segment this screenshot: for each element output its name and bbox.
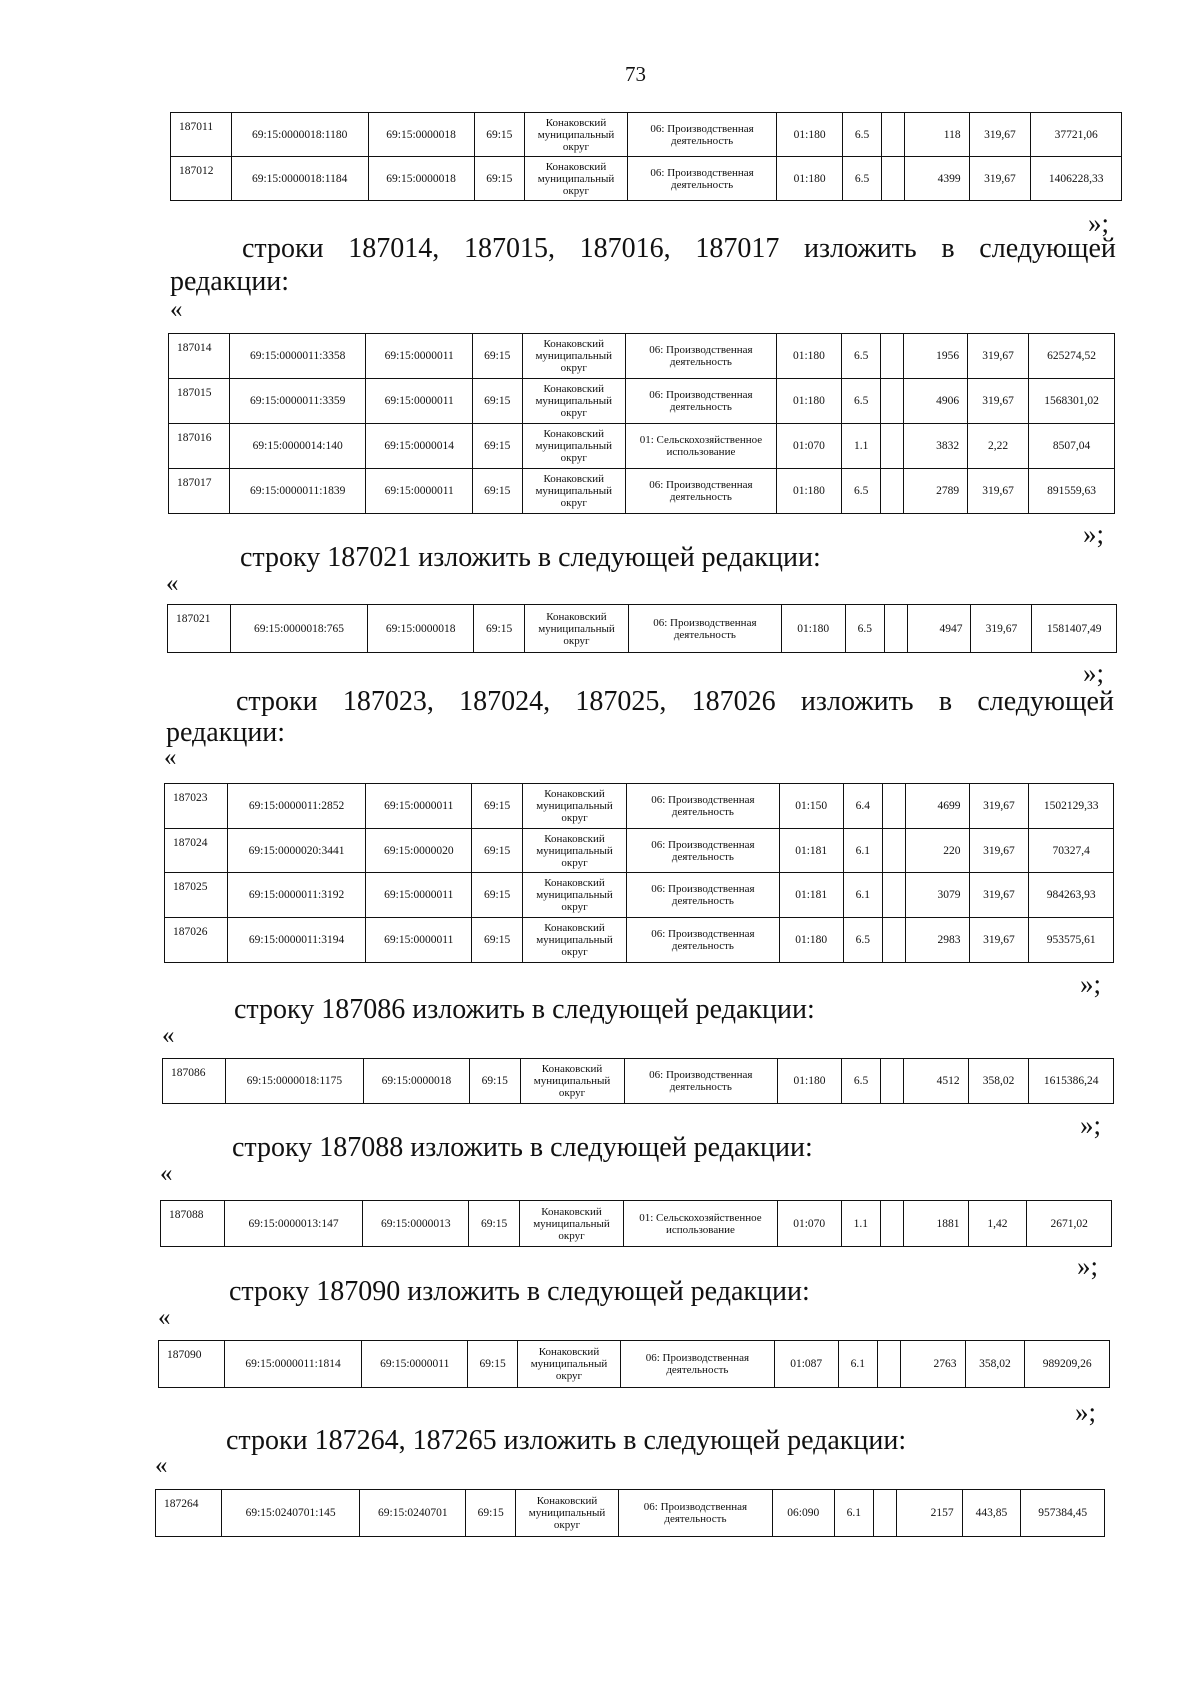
cadastral-value: 1502129,33 [1029,784,1114,829]
group-code: 01:181 [779,873,843,918]
cadastral-block: 69:15:0000011 [366,873,472,918]
row-id: 187264 [156,1490,222,1537]
cadastral-value: 1406228,33 [1031,157,1122,201]
cadastral-district: 69:15 [472,829,523,873]
use-group: 1.1 [841,1201,880,1247]
cadastral-value: 1615386,24 [1029,1059,1114,1104]
cadastral-block: 69:15:0000013 [363,1201,469,1247]
use-group: 6.5 [841,1059,880,1104]
group-code: 01:087 [774,1341,838,1388]
cadastral-district: 69:15 [474,605,525,653]
cadastral-value: 891559,63 [1029,469,1115,514]
activity-type: 06: Производственная деятельность [627,784,780,829]
use-group: 6.5 [845,605,884,653]
open-quote: « [170,296,183,323]
group-code: 01:180 [781,605,845,653]
close-quote: »; [1083,658,1105,688]
instruction-word: 187016, [579,233,671,264]
use-group: 6.5 [843,918,882,963]
empty-cell [884,605,907,653]
cadastral-value: 2671,02 [1027,1201,1112,1247]
instruction-word: 187026 [691,686,776,717]
activity-type: 06: Производственная деятельность [627,873,780,918]
group-code: 01:180 [779,918,843,963]
cadastral-district: 69:15 [472,918,523,963]
cadastral-block: 69:15:0000020 [366,829,472,873]
specific-value: 2,22 [968,424,1029,469]
cadastral-number: 69:15:0000011:1839 [229,469,365,514]
cadastral-district: 69:15 [469,1201,520,1247]
close-quote: »; [1075,1397,1097,1427]
instruction-2-continued: редакции: [170,266,290,297]
instruction-word: 187017 [695,233,780,264]
cadastral-number: 69:15:0000013:147 [224,1201,362,1247]
municipality: Конаковский муниципальный округ [522,829,626,873]
cadastral-district: 69:15 [466,1490,516,1537]
instruction-4-continued: редакции: [166,717,286,748]
cadastral-value: 984263,93 [1029,873,1114,918]
instruction-word: 187014, [348,233,440,264]
amendment-table-7 [158,1340,1110,1388]
group-code: 01:180 [776,334,841,379]
cadastral-district: 69:15 [474,157,524,201]
activity-type: 06: Производственная деятельность [625,469,776,514]
open-quote: « [155,1452,168,1479]
row-id: 187024 [165,829,228,873]
amendment-table-2 [168,333,1115,514]
empty-cell [882,157,905,201]
row-id: 187025 [165,873,228,918]
area: 2983 [905,918,969,963]
group-code: 01:180 [777,113,843,157]
group-code: 01:180 [776,469,841,514]
area: 3079 [905,873,969,918]
activity-type: 06: Производственная деятельность [619,1490,773,1537]
empty-cell [881,379,904,424]
municipality: Конаковский муниципальный округ [520,1059,624,1104]
cadastral-block: 69:15:0000011 [366,334,472,379]
cadastral-number: 69:15:0240701:145 [222,1490,360,1537]
close-quote: »; [1077,1251,1099,1281]
specific-value: 319,67 [968,379,1029,424]
amendment-table-5 [162,1058,1114,1104]
municipality: Конаковский муниципальный округ [522,379,625,424]
row-id: 187086 [163,1059,226,1104]
page-number: 73 [625,62,646,86]
specific-value: 319,67 [969,784,1029,829]
cadastral-block: 69:15:0000018 [363,1059,469,1104]
area: 2763 [900,1341,965,1388]
empty-cell [882,784,905,829]
cadastral-number: 69:15:0000018:1175 [225,1059,363,1104]
cadastral-number: 69:15:0000018:1180 [231,113,368,157]
group-code: 01:070 [776,424,841,469]
specific-value: 319,67 [969,829,1029,873]
amendment-table-8 [155,1489,1105,1537]
open-quote: « [158,1304,171,1331]
municipality: Конаковский муниципальный округ [517,1341,620,1388]
cadastral-block: 69:15:0240701 [360,1490,466,1537]
empty-cell [881,424,904,469]
cadastral-block: 69:15:0000011 [366,469,472,514]
instruction-word: 187025, [575,686,667,717]
group-code: 01:150 [779,784,843,829]
use-group: 6.5 [842,379,881,424]
instruction-4 [236,685,1114,719]
activity-type: 06: Производственная деятельность [627,918,780,963]
cadastral-block: 69:15:0000011 [366,784,472,829]
cadastral-number: 69:15:0000011:1814 [225,1341,362,1388]
cadastral-value: 953575,61 [1029,918,1114,963]
cadastral-number: 69:15:0000014:140 [229,424,365,469]
instruction-word: изложить [800,686,914,717]
activity-type: 06: Производственная деятельность [625,379,776,424]
empty-cell [880,1201,903,1247]
close-quote: »; [1080,1110,1102,1140]
use-group: 6.1 [843,829,882,873]
row-id: 187090 [159,1341,225,1388]
cadastral-value: 1581407,49 [1032,605,1117,653]
instruction-5: строку 187086 изложить в следующей редакции: [234,994,815,1025]
activity-type: 06: Производственная деятельность [627,157,776,201]
specific-value: 319,67 [969,157,1031,201]
amendment-table-3 [167,604,1117,653]
group-code: 01:180 [776,379,841,424]
instruction-7: строку 187090 изложить в следующей редакции: [229,1276,810,1307]
area: 4906 [904,379,968,424]
amendment-table-1 [170,112,1122,201]
specific-value: 1,42 [968,1201,1027,1247]
empty-cell [882,113,905,157]
cadastral-value: 1568301,02 [1029,379,1115,424]
instruction-word: 187023, [342,686,434,717]
municipality: Конаковский муниципальный округ [524,605,628,653]
cadastral-district: 69:15 [472,873,523,918]
cadastral-value: 70327,4 [1029,829,1114,873]
amendment-table-6 [160,1200,1112,1247]
instruction-word: строки [242,233,324,264]
empty-cell [881,469,904,514]
row-id: 187012 [171,157,232,201]
instruction-3: строку 187021 изложить в следующей редакции: [240,542,821,573]
open-quote: « [164,744,177,771]
cadastral-number: 69:15:0000020:3441 [227,829,365,873]
open-quote: « [166,570,179,597]
instruction-word: 187024, [459,686,551,717]
activity-type: 06: Производственная деятельность [627,829,780,873]
cadastral-district: 69:15 [472,784,523,829]
row-id: 187021 [168,605,231,653]
cadastral-block: 69:15:0000018 [368,157,474,201]
cadastral-district: 69:15 [468,1341,518,1388]
empty-cell [882,829,905,873]
cadastral-district: 69:15 [472,424,522,469]
use-group: 6.5 [842,334,881,379]
area: 1956 [904,334,968,379]
municipality: Конаковский муниципальный округ [525,157,628,201]
group-code: 01:180 [777,157,843,201]
specific-value: 358,02 [965,1341,1025,1388]
amendment-table-4 [164,783,1114,963]
cadastral-value: 625274,52 [1029,334,1115,379]
cadastral-value: 989209,26 [1025,1341,1110,1388]
municipality: Конаковский муниципальный округ [522,784,626,829]
cadastral-number: 69:15:0000011:3358 [229,334,365,379]
row-id: 187017 [169,469,230,514]
municipality: Конаковский муниципальный округ [522,918,626,963]
row-id: 187016 [169,424,230,469]
specific-value: 319,67 [969,113,1031,157]
use-group: 6.1 [838,1341,877,1388]
municipality: Конаковский муниципальный округ [525,113,628,157]
empty-cell [882,873,905,918]
close-quote: »; [1083,519,1105,549]
cadastral-number: 69:15:0000018:765 [230,605,367,653]
use-group: 1.1 [842,424,881,469]
activity-type: 01: Сельскохозяйственное использование [625,424,776,469]
group-code: 01:180 [778,1059,842,1104]
row-id: 187026 [165,918,228,963]
cadastral-block: 69:15:0000011 [362,1341,468,1388]
area: 2789 [904,469,968,514]
row-id: 187011 [171,113,232,157]
cadastral-block: 69:15:0000018 [368,605,474,653]
area: 220 [905,829,969,873]
use-group: 6.1 [834,1490,873,1537]
area: 118 [904,113,969,157]
empty-cell [881,1059,904,1104]
municipality: Конаковский муниципальный округ [522,424,625,469]
cadastral-district: 69:15 [472,334,522,379]
cadastral-number: 69:15:0000011:3359 [229,379,365,424]
instruction-2 [242,232,1116,266]
cadastral-district: 69:15 [472,469,522,514]
municipality: Конаковский муниципальный округ [519,1201,623,1247]
cadastral-district: 69:15 [470,1059,520,1104]
cadastral-block: 69:15:0000011 [366,918,472,963]
municipality: Конаковский муниципальный округ [522,873,626,918]
open-quote: « [162,1022,175,1049]
instruction-word: в [938,686,953,717]
specific-value: 319,67 [969,873,1029,918]
activity-type: 06: Производственная деятельность [621,1341,775,1388]
cadastral-district: 69:15 [474,113,524,157]
instruction-8: строки 187264, 187265 изложить в следующей редакции: [226,1425,907,1456]
instruction-word: следующей [979,233,1116,264]
cadastral-number: 69:15:0000018:1184 [231,157,368,201]
group-code: 01:181 [779,829,843,873]
activity-type: 06: Производственная деятельность [627,113,776,157]
activity-type: 06: Производственная деятельность [629,605,782,653]
cadastral-district: 69:15 [472,379,522,424]
cadastral-block: 69:15:0000014 [366,424,472,469]
cadastral-block: 69:15:0000011 [366,379,472,424]
municipality: Конаковский муниципальный округ [515,1490,618,1537]
area: 4399 [904,157,969,201]
instruction-word: 187015, [463,233,555,264]
row-id: 187015 [169,379,230,424]
specific-value: 319,67 [971,605,1032,653]
area: 3832 [904,424,968,469]
cadastral-value: 8507,04 [1029,424,1115,469]
area: 2157 [896,1490,962,1537]
instruction-word: изложить [804,233,917,264]
cadastral-number: 69:15:0000011:2852 [227,784,365,829]
area: 1881 [903,1201,968,1247]
cadastral-value: 37721,06 [1031,113,1122,157]
specific-value: 443,85 [962,1490,1021,1537]
cadastral-number: 69:15:0000011:3192 [227,873,365,918]
instruction-6: строку 187088 изложить в следующей редакции: [232,1132,813,1163]
row-id: 187014 [169,334,230,379]
municipality: Конаковский муниципальный округ [522,334,625,379]
row-id: 187088 [161,1201,225,1247]
activity-type: 06: Производственная деятельность [624,1059,778,1104]
use-group: 6.1 [843,873,882,918]
specific-value: 319,67 [968,334,1029,379]
group-code: 01:070 [777,1201,841,1247]
area: 4947 [907,605,971,653]
area: 4699 [905,784,969,829]
use-group: 6.5 [843,157,882,201]
empty-cell [877,1341,900,1388]
group-code: 06:090 [772,1490,834,1537]
empty-cell [882,918,905,963]
close-quote: »; [1080,969,1102,999]
activity-type: 06: Производственная деятельность [625,334,776,379]
specific-value: 319,67 [968,469,1029,514]
instruction-word: строки [236,686,318,717]
cadastral-block: 69:15:0000018 [368,113,474,157]
empty-cell [881,334,904,379]
specific-value: 358,02 [968,1059,1029,1104]
close-quote: »; [1088,208,1110,238]
area: 4512 [903,1059,968,1104]
specific-value: 319,67 [969,918,1029,963]
use-group: 6.4 [843,784,882,829]
empty-cell [873,1490,896,1537]
use-group: 6.5 [842,469,881,514]
open-quote: « [160,1160,173,1187]
instruction-word: следующей [977,686,1114,717]
municipality: Конаковский муниципальный округ [522,469,625,514]
row-id: 187023 [165,784,228,829]
activity-type: 01: Сельскохозяйственное использование [624,1201,778,1247]
cadastral-number: 69:15:0000011:3194 [227,918,365,963]
instruction-word: в [941,233,955,264]
use-group: 6.5 [843,113,882,157]
cadastral-value: 957384,45 [1021,1490,1105,1537]
